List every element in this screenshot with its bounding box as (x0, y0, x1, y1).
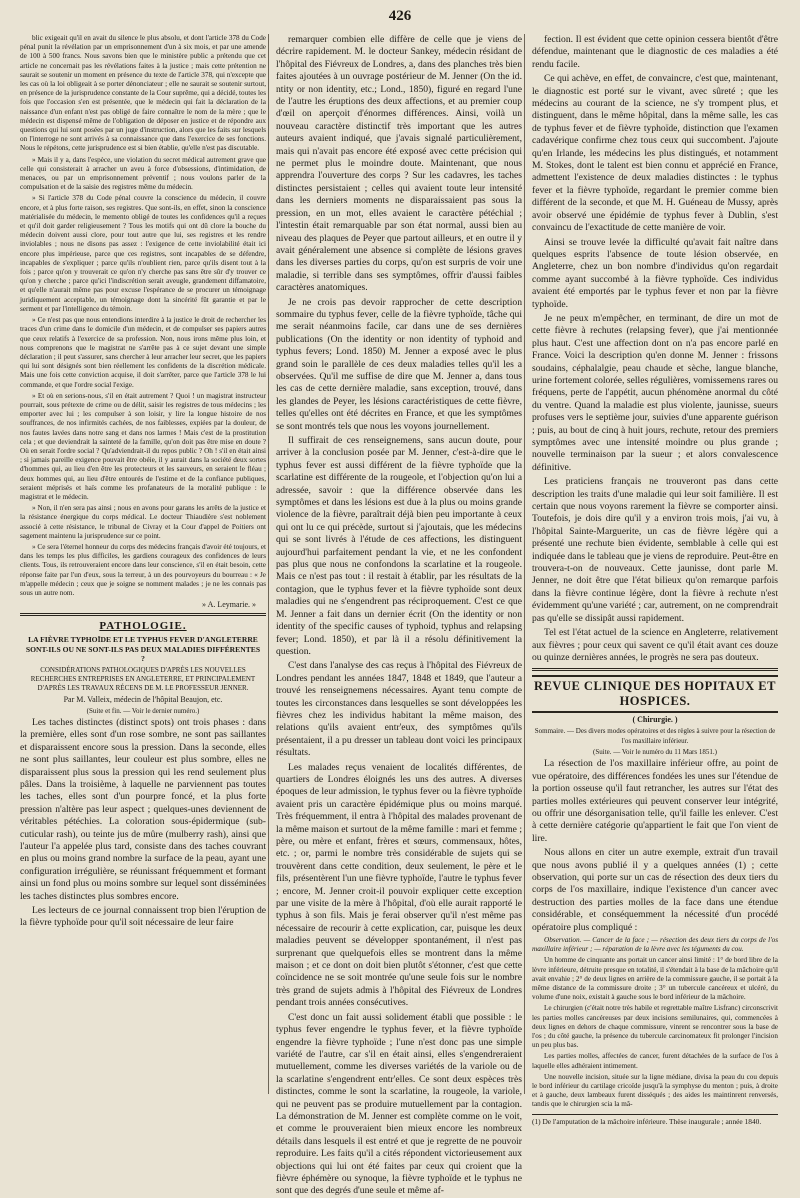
paragraph: Les malades reçus venaient de localités différentes, de quartiers de Londres éloignés les uns des autres. A diverses époques de leur admission, le typhus fever ou la fièvre typhoïde avaient pris un caractère épidémique plus ou moins marqué. Très fréquemment, il entra à l'hôpital des malades provenant de la même maison et surtout de la même famille : mari et femme ; père, ou mère et enfant, frères et sœurs, commensaux, hôtes, etc. ; or, parmi le nombre très considérable de sujets qui se trouvèrent dans cette condition, deux seulement, le père et le fils, présentèrent l'un une fièvre typhoïde, l'autre le typhus fever ; encore, M. Jenner croit-il pouvoir expliquer cette exception par une visite de la mère à l'hôpital, d'où elle aurait rapporté le typhus à son fils. Mais je ferai observer qu'il n'est même pas nécessaire de recourir à cette explication, car, puisque les deux maladies peuvent se développer spontanément, il n'est pas surprenant que quelquefois elles se montrent dans la même maison ; et ce dont on doit bien plutôt s'étonner, c'est que cette coïncidence ne se soit montrée qu'une seule fois sur le nombre très grand de sujets admis à l'hôpital des Fiévreux de Londres pendant trois années consécutives. (276, 761, 522, 1009)
column-rule (524, 34, 525, 1094)
paragraph: Les lecteurs de ce journal connaissent trop bien l'éruption de la fièvre typhoïde pour qu'il soit nécessaire de leur faire (20, 905, 266, 929)
paragraph: » Si l'article 378 du Code pénal couvre la conscience du médecin, il couvre encore, et à plus forte raison, ses registres. Que sont-ils, en effet, sinon la conscience matérialisée du médecin, le memento obligé de toutes les confidences qu'il a reçues et qu'il doit garder religieusement ? Tous les motifs qui ont dû clore la bouche du médecin doivent aussi clore, pour tout autre que lui, ses registres et les rendre inviolables ; nous ne disons pas assez : l'exigence de cette inviolabilité était ici encore plus impérieuse, parce que ces registres, sont incapables de se défendre, incapables de s'expliquer ; parce qu'ils n'oublient rien, parce qu'ils disent tout à la fois ; parce qu'on y trouverait ce qu'on n'y cherche pas sans être sûr d'y trouver ce qu'on y cherche ; parce qu'ici l'indiscrétion serait aveugle, grandement diffamatoire, et qu'elle n'aurait même pas pour excuse l'espérance de se procurer un témoignage juridiquement acceptable, un témoignage dont la sincérité fût garantie et par le serment et par l'intelligence du témoin. (20, 194, 266, 313)
observation (532, 936, 778, 1110)
paragraph: fection. Il est évident que cette opinion cessera bientôt d'être défendue, maintenant que le diagnostic de ces maladies a été rendu facile. (532, 34, 778, 70)
column-rule (268, 34, 269, 1094)
paragraph: Une nouvelle incision, située sur la ligne médiane, divisa la peau du cou depuis le bord inférieur du cartilage cricoïde jusqu'à la symphyse du menton ; puis, à droite et à gauche, deux lambeaux furent disséqués ; des aides les maintinrent renversés, tandis que le chirurgien scia la mâ- (532, 1072, 778, 1109)
paragraph: Ainsi se trouve levée la difficulté qu'avait fait naître dans quelques esprits l'absence de toute lésion observée, en Angleterre, chez un bon nombre d'individus qu'on regardait comme ayant succombé à la fièvre typhoïde. Ces individus avaient été emportés par le typhus fever et non par la fièvre typhoïde. (532, 236, 778, 310)
paragraph: » Ce sera l'éternel honneur du corps des médecins français d'avoir été toujours, et dans les temps les plus difficiles, les gardiens courageux des confidences de leurs clients. Tous, ils retrouveraient encore dans leur conscience, s'il en était besoin, cette réponse faite par l'un d'eux, sous la terreur, à un des pourvoyeurs du bourreau : « Je m'appelle médecin ; ceux que je soigne se nomment malades ; je ne les connais pas sous un autre nom. (20, 542, 266, 597)
paragraph: Je ne peux m'empêcher, en terminant, de dire un mot de cette fièvre à rechutes (relapsing fever), que j'ai mentionnée plus haut. C'est une affection dont on n'a pas encore parlé en France. Voici la description qu'en donne M. Jenner : frissons soudains, céphalalgie, peau chaude et sèche, langue blanche, urine fortement colorée, selles régulières, vomissemens rares ou fréquens, perte de l'appétit, aucun phénomène anormal du côté du ventre. Quand la maladie est plus violente, jaunisse, sueurs profuses vers le septième jour, suivies d'une apparente guérison ; puis, au bout de cinq à huit jours, rechute, retour des premiers symptômes avec une intensité moindre ou plus grande ; nouvelle terminaison par la sueur ; et alors convalescence définitive. (532, 312, 778, 473)
paragraph: blic exigeait qu'il en avait du silence le plus absolu, et dont l'article 378 du Code pénal punit la révélation par un emprisonnement d'un à six mois, et par une amende de 100 à 500 francs. Nous savons bien que le ministère public a prétendu que cet article ne concernait pas les révélations faites à la justice ; mais cette prétention ne saurait se soutenir un moment en présence du texte de l'article 378, qui n'excepte que les cas où la loi obligeait à se porter dénonciateur ; elle ne saurait se soutenir surtout, en présence de la jurisprudence constante de la Cour suprême, qui a décidé, toutes les fois que l'occasion s'en est présentée, que le médecin qui fait la déclaration de la naissance d'un enfant n'est pas obligé de faire connaître le nom de la mère ; que le médecin est dispensé même de l'obligation de déposer en justice et de répondre aux questions qui lui sont posées par un juge d'instruction, alors que les faits sur lesquels on l'interroge ne sont arrivés à sa connaissance que dans l'exercice de ses fonctions. Nous le répétons, cette jurisprudence est si bien établie, qu'elle n'est pas discutable. (20, 34, 266, 153)
paragraph: Ce qui achève, en effet, de convaincre, c'est que, maintenant, le diagnostic est porté sur le vivant, avec sûreté ; que les médecins au courant de la science, ne s'y trompent plus, et distinguent, dans le même hôpital, dans la même salle, les cas de typhus fever et de fièvre typhoïde, distinction que l'examen cadavérique confirme chez tous ceux qui succombent. J'ajoute qu'en Irlande, les médecins les plus distingués, et notamment M. Stokes, dont le talent est bien connu et apprécié en France, admettent l'existence de deux maladies distinctes : le typhus fever et la fièvre typhoïde, regardant le premier comme bien différent de la seconde, et que M. H. Guéneau de Mussy, après avoir observé une épidémie de typhus fever à Dublin, s'est convaincu de l'exactitude de cette manière de voir. (532, 73, 778, 234)
paragraph: Les parties molles, affectées de cancer, furent détachées de la surface de l'os à laquelle elles adhéraient intimement. (532, 1052, 778, 1070)
article-body (20, 717, 266, 930)
article-subtitle: CONSIDÉRATIONS PATHOLOGIQUES D'APRÈS LES NOUVELLES RECHERCHES ENTREPRISES EN ANGLETERRE, ET PRINCIPALEMENT D'APRÈS LES TRAVAUX RÉCENS DE M. LE PROFESSEUR JENNER. (30, 665, 256, 692)
paragraph: Je ne crois pas devoir rapprocher de cette description sommaire du typhus fever, celle de la fièvre typhoïde, tâche qui me serait néanmoins facile, car dans une de ses dernières publications (On the identity or non identity of typhoid and typhus fevers; Lond. 1850) M. Jenner a exposé avec le plus grand soin le parallèle de ces deux maladies telles qu'il les a observées. Qu'il me suffise de dire que M. Jenner a, dans tous les cas de cette dernière maladie, sans exception, trouvé, dans les glandes de Peyer, les lésions caractéristiques de cette fièvre, telles qu'elles ont été décrites en France, et que les symptômes se sont montrés tels que nous les voyons journellement. (276, 296, 522, 432)
paragraph: Les praticiens français ne trouveront pas dans cette description les traits d'une maladie qui leur soit familière. Il est certain que nous voyons rarement la fièvre se comporter ainsi. Toutefois, je dois dire qu'il y a environ trois mois, j'ai vu, à l'hôpital Sainte-Marguerite, un cas de fièvre légère qui a présenté une rechute bien évidente, semblable à celle qui est indiquée dans le tableau que je viens de reproduire. Peut-être en trouvera-t-on de nouveaux. Cette jaunisse, dont parle M. Jenner, ne doit être que l'état bilieux qu'on remarque parfois dans la fièvre continue légère, dont la fièvre à rechute n'est évidemment qu'une variété ; car, autrement, on ne comprendrait pas qu'elle se dissipât aussi rapidement. (532, 476, 778, 624)
paragraph: » Non, il n'en sera pas ainsi ; nous en avons pour garans les arrêts de la justice et la résistance énergique du corps médical. Le docteur Thiaudière s'est noblement associé à cette résistance, le tribunal de Civray et la Cour d'appel de Poitiers ont sagement maintenu la jurisprudence sur ce point. (20, 504, 266, 540)
section-divider (532, 668, 778, 671)
legal-article (20, 34, 266, 598)
column-right (532, 34, 778, 1126)
article-author: Par M. Valleix, médecin de l'hôpital Beaujon, etc. (63, 694, 223, 704)
continued-note: (Suite et fin. — Voir le dernier numéro.) (86, 706, 200, 715)
continued-note: (Suite. — Voir le numéro du 11 Mars 1851.) (593, 748, 717, 757)
paragraph: Les taches distinctes (distinct spots) ont trois phases : dans la première, elles sont d'un rose sombre, ne sont pas saillantes et disparaissent encore sous la pression. Dans la seconde, elles ne sont plus saillantes, leur couleur est plus sombre, elles ne disparaissent plus sous la pression qui les rend seulement plus pâles. Dans la troisième, à laquelle ne parviennent pas toutes les taches, elles sont d'un pourpre foncé, et la plus forte pression n'altère pas leur aspect ; quelques-unes deviennent de véritables pétéchies. La coloration sous-épidermique (sub-cuticular rash), ou teinte jus de mûre (mulberry rash), ainsi que l'auteur l'a appelée plus tard, consiste dans des taches couvrant en plus ou moins grand nombre la surface de la peau, ayant une configuration irrégulière, se réunissant fréquemment et formant ainsi un fond plus ou moins sombre sur lequel sont disséminées les taches distinctes plus sombres encore. (20, 716, 266, 902)
section-divider (20, 613, 266, 616)
paragraph: » Ce n'est pas que nous entendions interdire à la justice le droit de rechercher les traces d'un crime dans le domicile d'un médecin, et de compulser ses papiers autres que ceux relatifs à l'exercice de sa profession. Non, nous irons même plus loin, et nous comprenons que le magistrat ne s'arrête pas à ce sujet devant une simple déclaration ; il peut s'assurer, sans chercher à leur arracher leur secret, que les papiers qui lui sont désignés sont bien réellement les confidents de la discrétion médicale. Mais une fois cette conviction acquise, il doit s'arrêter, parce que l'article 378 le lui commande, et que l'ordre social l'exige. (20, 316, 266, 389)
article-title: LA FIÈVRE TYPHOÏDE ET LE TYPHUS FEVER D'ANGLETERRE SONT-ILS OU NE SONT-ILS PAS DEUX MALADIES DIFFÉRENTES ? (25, 635, 261, 664)
paragraph: Observation. — Cancer de la face ; — résection des deux tiers du corps de l'os maxillaire inférieur ; — réparation de la lèvre avec les téguments du cou. (532, 936, 778, 954)
paragraph: remarquer combien elle diffère de celle que je viens de décrire rapidement. M. le docteur Sankey, médecin résidant de l'hôpital des Fiévreux de Londres, a, dans des planches très bien faites ajoutées à un ouvrage postérieur de M. Jenner (On the id. ntity or non identity, etc.; Lond., 1850), figuré en regard l'une de l'autre les éruptions des deux affections, et au premier coup d'œil on aperçoit d'énormes différences. Ainsi, voilà un nouveau caractère distinctif très important que les autres auteurs avaient indiqué, que j'avais signalé particulièrement, mais qui n'avait pas encore été exposé avec cette précision qui ne permet plus le moindre doute. Maintenant, que nous apprendra l'ouverture des corps ? Sur les cadavres, les taches distinctes persistaient ; celles qui avaient toute leur intensité dans les derniers moments ne disparaissaient pas sous la pression, en un mot, elles avaient le caractère pétéchial ; l'intestin était remarquable par son état normal, aussi bien au niveau des plaques de Peyer que partout ailleurs, et en outre il y avait généralement une absence si complète de lésions graves dans les diverses parties du corps, qu'on est surpris de voir une maladie, si terrible dans ses symptômes, offrir d'aussi faibles caractères anatomiques. (276, 34, 522, 294)
paragraph: Le chirurgien (c'était notre très habile et regrettable maître Lisfranc) circonscrivit les parties molles cancéreuses par deux incisions semilunaires, qui, commencées à deux lignes en dehors de chaque commissure, vinrent se rencontrer sous la base de l'os ; du côté gauche, la présence du tubercule carcinomateux fit prolonger l'incision un peu plus bas. (532, 1004, 778, 1050)
column-left (20, 34, 266, 1094)
paragraph: Il suffirait de ces renseignemens, sans aucun doute, pour arriver à la conclusion posée par M. Jenner, c'est-à-dire que le typhus fever est aussi différent de la fièvre typhoïde que la scarlatine est différente de la rougeole, et l'objection qu'on lui a adressée, savoir : que la différence observée dans les symptômes et dans les lésions est due à la plus ou moins grande violence de la fièvre, paraîtrait déjà bien peu importante à ceux qui ont lu ce qui précède, surtout si j'ajoutais, que les médecins qui se sont livrés à l'étude de ces affections, les distinguent aujourd'hui parfaitement pendant la vie, et ne les confondent pas plus que nous ne confondons la scarlatine et la rougeole. Mais ce n'est pas tout : il restait à établir, par les résultats de la contagion, que le typhus fever et la fièvre typhoïde sont deux maladies qui ne s'engendrent pas réciproquement. C'est ce que M. Jenner a fait dans un dernier écrit (On the identity or non identity of the specific causes of typhoid, typhus and relapsing fever; Lond. 1850), et par là il a résolu définitivement la question. (276, 435, 522, 657)
paragraph: » Mais il y a, dans l'espèce, une violation du secret médical autrement grave que celle qui consisterait à arracher un aveu à force d'obsessions, d'intimidation, de menaces, ou par un emprisonnement préventif ; nous voulons parler de la compulsation et de la saisie des registres même du médecin. (20, 155, 266, 192)
footnote: (1) De l'amputation de la mâchoire inférieure. Thèse inaugurale ; année 1840. (532, 1114, 778, 1126)
page-number: 426 (388, 8, 412, 24)
section-title: PATHOLOGIE. (99, 620, 187, 633)
section-title: REVUE CLINIQUE DES HOPITAUX ET HOSPICES. (532, 675, 778, 713)
paragraph: C'est donc un fait aussi solidement établi que possible : le typhus fever engendre le typhus fever, et la fièvre typhoïde engendre la fièvre typhoïde ; l'une n'est donc pas une simple variété de l'autre, car s'il en était ainsi, elles s'engendreraient mutuellement, comme les diverses variétés de la variole ou de la scarlatine s'engendrent entr'elles. Ce sont deux espèces très distinctes, comme le sont la scarlatine, la rougeole, la variole, qui ne peuvent pas se produire mutuellement par la contagion. La démonstration de M. Jenner est complète comme on le voit, et comme le prouveraient bien mieux encore les nombreux détails dans lesquels il est entré et que je regrette de ne pouvoir reproduire. Les faits qu'il a cités répondent victorieusement aux objections qui lui ont été faites par ceux qui croient que la fièvre éphémère ou synoque, la fièvre typhoïde et le typhus ne sont que des degrés d'une seule et même af- (276, 1011, 522, 1197)
signature: » A. Leymarie. » (202, 600, 256, 610)
paragraph: C'est dans l'analyse des cas reçus à l'hôpital des Fiévreux de Londres pendant les années 1847, 1848 et 1849, que l'auteur a trouvé les renseignemens nécessaires. Ayant tenu compte de toutes les circonstances dans lesquelles se sont développées les fièvres chez les individus habitant la même maison, des relations qu'ils avaient entr'eux, des symptômes qu'ils présentaient, il a pu dresser un tableau dont voici les principaux résultats. (276, 660, 522, 759)
paragraph: Un homme de cinquante ans portait un cancer ainsi limité : 1° de bord libre de la lèvre inférieure, détruite presque en totalité, il s'étendait à la base de la mâchoire qu'il avait envahie ; 2° de deux lignes en arrière de la commissure gauche, il se portait à la même distance de la commissure droite ; 3° un tubercule cancéreux et ulcéré, du volume d'une noix, existait à gauche sous le bord inférieur de la mâchoire. (532, 956, 778, 1002)
surgery-article (532, 758, 778, 934)
paragraph: » Et où en serions-nous, s'il en était autrement ? Quoi ! un magistrat instructeur pourrait, sous prétexte de crime ou de délit, saisir les registres de tous médecins ; les emporter avec lui ; les compulser à son loisir, y lire la longue histoire de nos souffrances, de nos infirmités cachées, de nos faiblesses, expiées par la douleur, de nos fautes lavées dans notre sang et dans nos larmes ! Mais c'est de la prostitution cela ; et que deviendrait la sainteté de la famille, qu'on doit pas être mise en doute ? Où en serait l'ordre social ? Qu'adviendrait-il du repos public ? Oh ! s'il en était ainsi ; si jamais pareille exigence pouvait être obéie, il y aurait dans la société deux sortes d'hommes qui, au lieu d'en être les protecteurs et les sauveurs, en seraient le fléau ; deux hommes qui, au lieu d'être entourés de l'estime et de la confiance publiques, seraient méprisés et haïs comme les profanateurs de la moralité publique : le magistrat et le médecin. (20, 391, 266, 501)
column-middle (276, 34, 522, 1197)
article-conclusion (532, 34, 778, 664)
paragraph: La résection de l'os maxillaire inférieur offre, au point de vue opératoire, des différences fondées les unes sur l'étendue de la portion osseuse qu'il faut retrancher, les autres sur l'état des parties molles extérieures qui peuvent conserver leur intégrité, ou offrir une désorganisation telle, qu'il faille les enlever. C'est à cette dernière catégorie qu'appartient le fait que l'on vient de lire. (532, 758, 778, 844)
summary: Sommaire. — Des divers modes opératoires et des règles à suivre pour la résection de l'os maxillaire inférieur. (534, 727, 776, 746)
subsection-title: ( Chirurgie. ) (632, 715, 678, 725)
paragraph: Tel est l'état actuel de la science en Angleterre, relativement aux fièvres ; pour ceux qui savent ce qu'il était avant ces douze ou quinze dernières années, le progrès ne sera pas douteux. (532, 627, 778, 663)
paragraph: Nous allons en citer un autre exemple, extrait d'un travail que nous avons publié il y a quelques années (1) ; cette observation, qui porte sur un cas de résection des deux tiers du corps de l'os maxillaire, indique l'existence d'un cancer avec destruction des parties molles de la face dans une étendue considérable, et conséquemment la nécessité d'un procédé opératoire plus compliqué : (532, 847, 778, 933)
